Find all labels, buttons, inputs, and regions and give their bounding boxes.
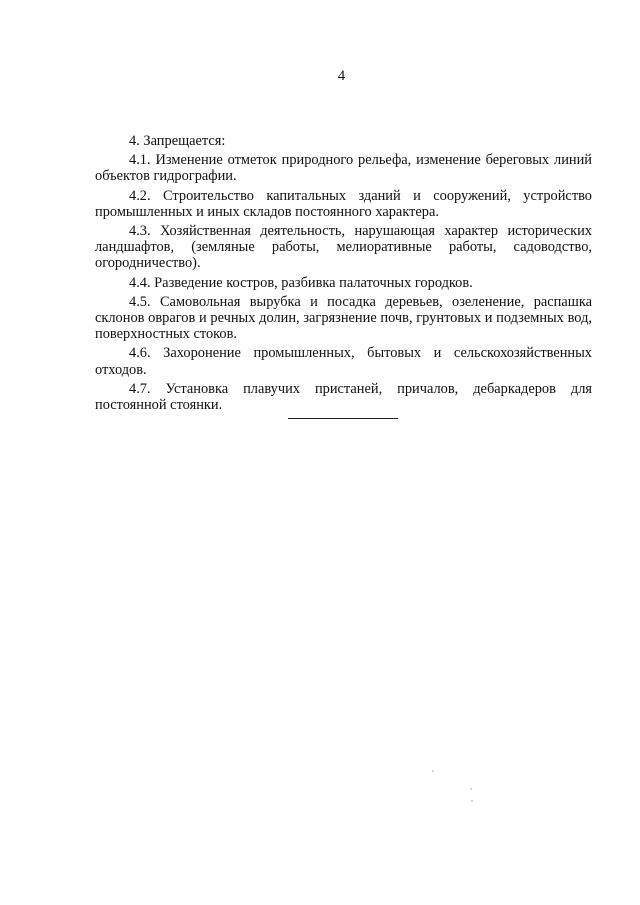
- paragraph-4-1: 4.1. Изменение отметок природного рельефа, изменение береговых линий объектов гидрографии.: [95, 152, 592, 185]
- paragraph-4-3: 4.3. Хозяйственная деятельность, нарушающая характер исторических ландшафтов, (земляные работы, мелиоративные работы, садоводство, огородничество).: [95, 223, 592, 272]
- document-body: [95, 133, 592, 416]
- paragraph-4-2: 4.2. Строительство капитальных зданий и сооружений, устройство промышленных и иных складов постоянного характера.: [95, 187, 592, 220]
- paragraph-4-5: 4.5. Самовольная вырубка и посадка деревьев, озеленение, распашка склонов оврагов и речных долин, загрязнение почв, грунтовых и подземных вод, поверхностных стоков.: [95, 293, 592, 343]
- scan-speck: [432, 770, 434, 772]
- prohibitions-heading: 4. Запрещается:: [129, 133, 226, 149]
- paragraph-4-7: 4.7. Установка плавучих пристаней, причалов, дебаркадеров для постоянной стоянки.: [95, 380, 592, 414]
- page-number: 4: [337, 68, 346, 84]
- paragraph-4-6: 4.6. Захоронение промышленных, бытовых и сельскохозяйственных отходов.: [95, 345, 592, 378]
- paragraph-4-4: 4.4. Разведение костров, разбивка палаточных городков.: [129, 274, 473, 291]
- scan-speck: [470, 788, 472, 790]
- end-of-text-rule: [288, 418, 398, 419]
- scan-speck: [471, 800, 473, 802]
